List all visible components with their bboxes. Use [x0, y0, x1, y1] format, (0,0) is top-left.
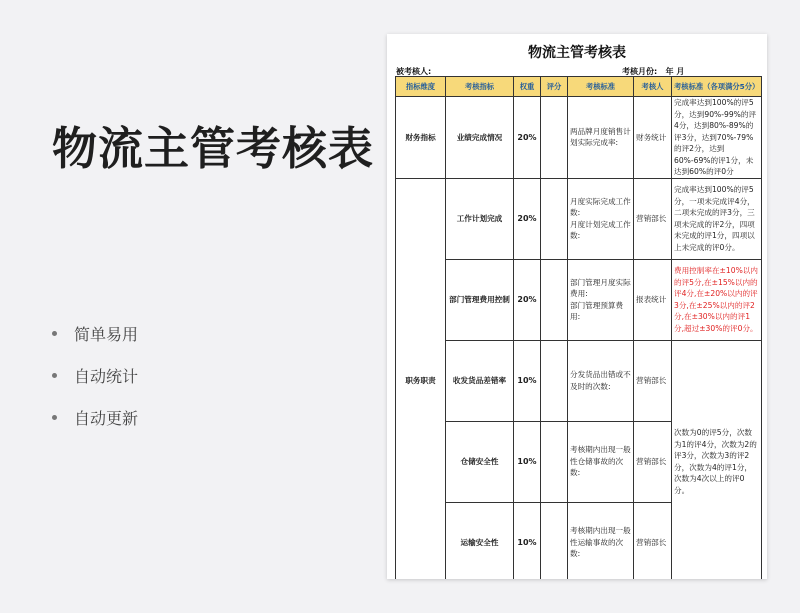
indicator-cell: 部门管理费用控制 [446, 259, 514, 340]
standard-cell: 分发货品出错或不及时的次数: [568, 340, 634, 421]
bullet-icon [52, 415, 57, 420]
assessment-table [395, 76, 762, 579]
assessor-cell: 报表统计 [634, 259, 672, 340]
standard-cell [568, 259, 634, 340]
score-cell [541, 259, 568, 340]
feature-label: 简单易用 [74, 324, 139, 344]
column-header: 考核指标 [446, 77, 514, 97]
score-cell [541, 340, 568, 421]
indicator-cell: 仓储安全性 [446, 421, 514, 502]
feature-item [52, 396, 138, 438]
standard-line: 部门管理预算费用: [570, 300, 624, 321]
rule-cell: 次数为0的评5分，次数为1的评4分，次数为2的评3分，次数为3的评2分，次数为4的评1分，次数为4次以上的评0分。 [672, 340, 762, 579]
rule-cell: 费用控制率在±10%以内的评5分,在±15%以内的评4分,在±20%以内的评3分,在±25%以内的评2分,在±30%以内的评1分,超过±30%的评0分。 [672, 259, 762, 340]
feature-list [52, 312, 138, 438]
table-header-row [396, 77, 762, 97]
weight-cell: 20% [514, 259, 541, 340]
score-cell [541, 97, 568, 179]
table-row [396, 97, 762, 179]
assessor-cell: 营销部长 [634, 178, 672, 259]
standard-cell: 考核期内出现一般性运输事故的次数: [568, 502, 634, 579]
score-cell [541, 502, 568, 579]
rule-cell: 完成率达到100%的评5分，达到90%-99%的评4分，达到80%-89%的评3分，达到70%-79%的评2分，达到60%-69%的评1分，未达到60%的评0分 [672, 97, 762, 179]
table-row [396, 178, 762, 259]
rule-cell: 完成率达到100%的评5分，一项未完成评4分，二项未完成的评3分，三项未完成的评2分，四项未完成的评1分，四项以上未完成的评0分。 [672, 178, 762, 259]
weight-cell: 10% [514, 502, 541, 579]
feature-item [52, 312, 138, 354]
score-cell [541, 178, 568, 259]
standard-line: 部门管理月度实际费用: [570, 277, 631, 298]
assessor-cell: 营销部长 [634, 502, 672, 579]
month-value: 年 月 [665, 67, 685, 76]
assessor-cell: 财务统计 [634, 97, 672, 179]
indicator-cell: 业绩完成情况 [446, 97, 514, 179]
column-header: 考核人 [634, 77, 672, 97]
table-row [396, 340, 762, 421]
standard-cell: 两品牌月度销售计划实际完成率: [568, 97, 634, 179]
dimension-cell: 职务职责 [396, 178, 446, 579]
feature-label: 自动统计 [74, 366, 139, 386]
column-header: 评分 [541, 77, 568, 97]
feature-label: 自动更新 [74, 408, 139, 428]
feature-item [52, 354, 138, 396]
standard-line: 月度实际完成工作数: [570, 196, 631, 217]
weight-cell: 20% [514, 178, 541, 259]
standard-line: 月度计划完成工作数: [570, 219, 631, 240]
bullet-icon [52, 373, 57, 378]
month-label: 考核月份: [622, 67, 658, 76]
document-title: 物流主管考核表 [528, 45, 626, 61]
weight-cell: 10% [514, 421, 541, 502]
column-header: 考核标准 [568, 77, 634, 97]
document-preview [387, 34, 767, 579]
standard-cell: 考核期内出现一般性仓储事故的次数: [568, 421, 634, 502]
indicator-cell: 收发货品差错率 [446, 340, 514, 421]
assessor-cell: 营销部长 [634, 421, 672, 502]
reviewee-label: 被考核人: [396, 67, 432, 76]
standard-cell [568, 178, 634, 259]
column-header: 考核标准（各项满分5分） [672, 77, 762, 97]
weight-cell: 10% [514, 340, 541, 421]
indicator-cell: 运输安全性 [446, 502, 514, 579]
table-row [396, 259, 762, 340]
column-header: 指标维度 [396, 77, 446, 97]
column-header: 权重 [514, 77, 541, 97]
dimension-cell: 财务指标 [396, 97, 446, 179]
score-cell [541, 421, 568, 502]
bullet-icon [52, 331, 57, 336]
weight-cell: 20% [514, 97, 541, 179]
indicator-cell: 工作计划完成 [446, 178, 514, 259]
promo-title: 物流主管考核表 [52, 122, 375, 175]
assessor-cell: 营销部长 [634, 340, 672, 421]
